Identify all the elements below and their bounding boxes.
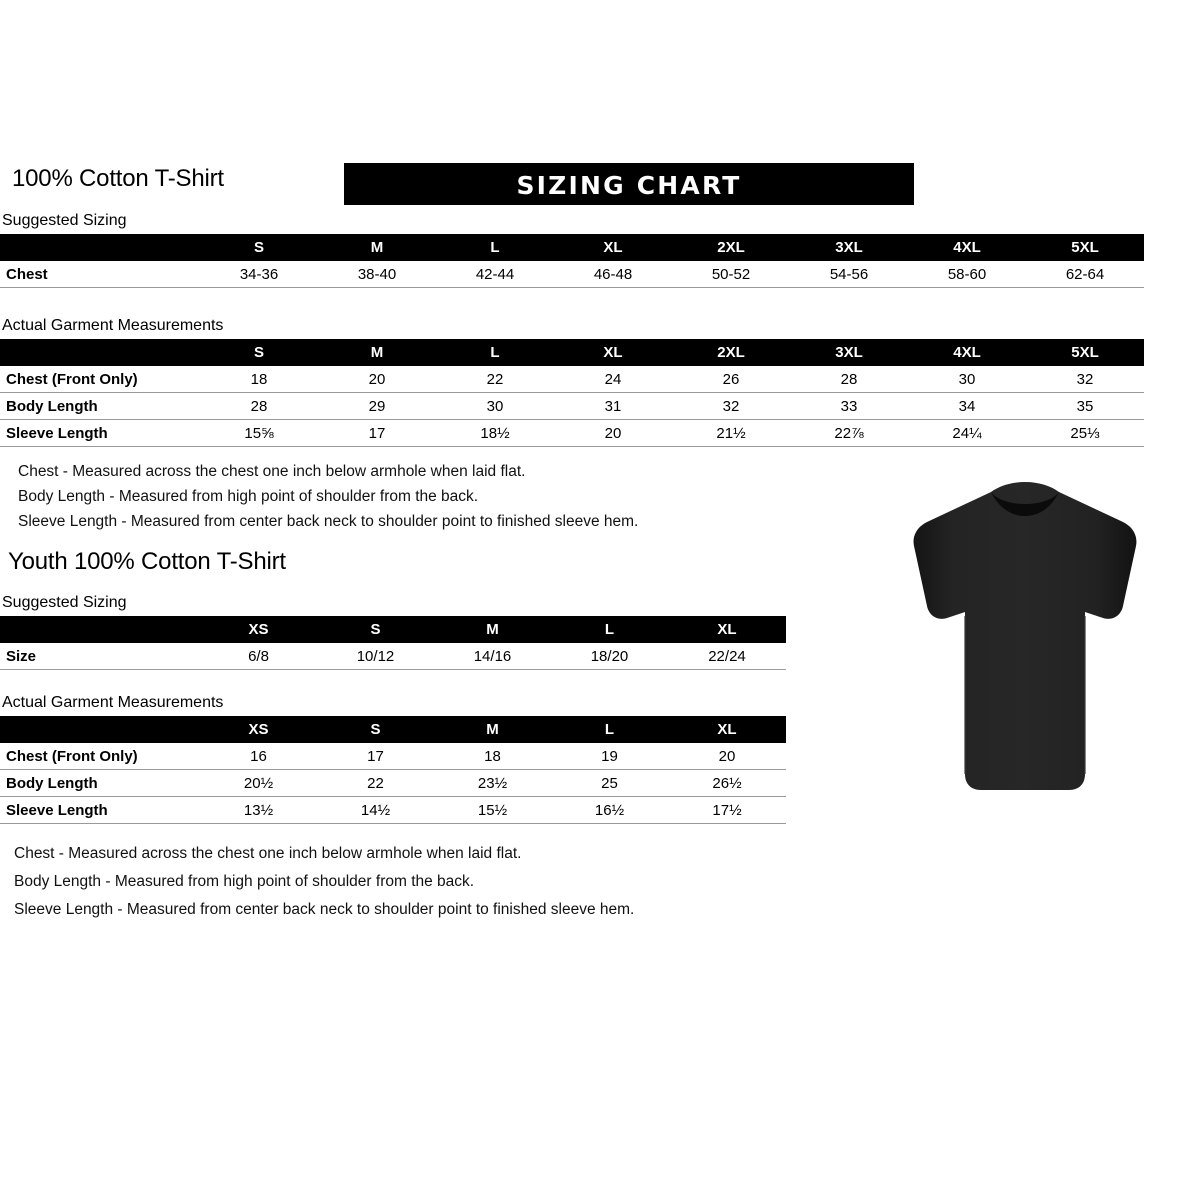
cell-value: 17 bbox=[317, 743, 434, 770]
cell-value: 30 bbox=[908, 366, 1026, 393]
t-shirt-product-image bbox=[895, 478, 1155, 808]
size-header: 4XL bbox=[908, 339, 1026, 366]
adult-actual-header-row bbox=[0, 339, 1144, 366]
youth-suggested-sizing-label: Suggested Sizing bbox=[2, 594, 127, 611]
cell-value: 35 bbox=[1026, 393, 1144, 420]
cell-value: 20 bbox=[668, 743, 786, 770]
spacer-cell bbox=[0, 716, 200, 743]
size-header: XL bbox=[554, 339, 672, 366]
row-label: Chest bbox=[0, 261, 200, 288]
cell-value: 18 bbox=[434, 743, 551, 770]
cell-value: 22⅞ bbox=[790, 420, 908, 447]
cell-value: 19 bbox=[551, 743, 668, 770]
cell-value: 17 bbox=[318, 420, 436, 447]
cell-value: 14½ bbox=[317, 797, 434, 824]
adult-note-sleeve-length: Sleeve Length - Measured from center back neck to shoulder point to finished sleeve hem. bbox=[18, 513, 639, 530]
cell-value: 42-44 bbox=[436, 261, 554, 288]
cell-value: 14/16 bbox=[434, 643, 551, 670]
cell-value: 25 bbox=[551, 770, 668, 797]
cell-value: 21½ bbox=[672, 420, 790, 447]
cell-value: 18½ bbox=[436, 420, 554, 447]
adult-actual-measurements-table bbox=[0, 339, 1144, 447]
cell-value: 29 bbox=[318, 393, 436, 420]
cell-value: 13½ bbox=[200, 797, 317, 824]
cell-value: 10/12 bbox=[317, 643, 434, 670]
size-header: M bbox=[318, 339, 436, 366]
adult-title: 100% Cotton T-Shirt bbox=[12, 165, 224, 192]
row-label: Body Length bbox=[0, 393, 200, 420]
youth-actual-measurements-table bbox=[0, 716, 786, 824]
size-header: 5XL bbox=[1026, 234, 1144, 261]
size-header: S bbox=[317, 616, 434, 643]
size-header: 3XL bbox=[790, 234, 908, 261]
spacer-cell bbox=[0, 339, 200, 366]
youth-note-chest: Chest - Measured across the chest one inch below armhole when laid flat. bbox=[14, 845, 522, 862]
size-header: M bbox=[318, 234, 436, 261]
size-header: XL bbox=[668, 616, 786, 643]
youth-note-body-length: Body Length - Measured from high point of shoulder from the back. bbox=[14, 873, 475, 890]
size-header: S bbox=[317, 716, 434, 743]
adult-actual-measurements-label: Actual Garment Measurements bbox=[2, 317, 224, 334]
size-header: XS bbox=[200, 716, 317, 743]
table-row bbox=[0, 261, 1144, 288]
cell-value: 32 bbox=[672, 393, 790, 420]
cell-value: 38-40 bbox=[318, 261, 436, 288]
youth-note-sleeve-length: Sleeve Length - Measured from center back neck to shoulder point to finished sleeve hem. bbox=[14, 901, 635, 918]
size-header: S bbox=[200, 339, 318, 366]
cell-value: 33 bbox=[790, 393, 908, 420]
size-header: 5XL bbox=[1026, 339, 1144, 366]
cell-value: 15½ bbox=[434, 797, 551, 824]
cell-value: 28 bbox=[200, 393, 318, 420]
adult-suggested-sizing-label: Suggested Sizing bbox=[2, 212, 127, 229]
row-label: Chest (Front Only) bbox=[0, 743, 200, 770]
row-label: Sleeve Length bbox=[0, 797, 200, 824]
cell-value: 34-36 bbox=[200, 261, 318, 288]
adult-note-chest: Chest - Measured across the chest one inch below armhole when laid flat. bbox=[18, 463, 526, 480]
cell-value: 50-52 bbox=[672, 261, 790, 288]
cell-value: 46-48 bbox=[554, 261, 672, 288]
table-row bbox=[0, 393, 1144, 420]
cell-value: 22 bbox=[317, 770, 434, 797]
row-label: Sleeve Length bbox=[0, 420, 200, 447]
cell-value: 34 bbox=[908, 393, 1026, 420]
size-header: 2XL bbox=[672, 234, 790, 261]
table-row bbox=[0, 797, 786, 824]
cell-value: 22/24 bbox=[668, 643, 786, 670]
size-header: 2XL bbox=[672, 339, 790, 366]
cell-value: 18/20 bbox=[551, 643, 668, 670]
size-header: L bbox=[551, 616, 668, 643]
youth-suggested-header-row bbox=[0, 616, 786, 643]
cell-value: 26 bbox=[672, 366, 790, 393]
adult-suggested-header-row bbox=[0, 234, 1144, 261]
cell-value: 30 bbox=[436, 393, 554, 420]
table-row bbox=[0, 743, 786, 770]
cell-value: 17½ bbox=[668, 797, 786, 824]
cell-value: 16½ bbox=[551, 797, 668, 824]
cell-value: 24 bbox=[554, 366, 672, 393]
adult-suggested-sizing-table bbox=[0, 234, 1144, 288]
table-row bbox=[0, 643, 786, 670]
cell-value: 32 bbox=[1026, 366, 1144, 393]
size-header: XL bbox=[668, 716, 786, 743]
youth-title: Youth 100% Cotton T-Shirt bbox=[8, 548, 286, 575]
youth-suggested-sizing-table bbox=[0, 616, 786, 670]
spacer-cell bbox=[0, 616, 200, 643]
cell-value: 24¼ bbox=[908, 420, 1026, 447]
table-row bbox=[0, 366, 1144, 393]
cell-value: 23½ bbox=[434, 770, 551, 797]
cell-value: 16 bbox=[200, 743, 317, 770]
cell-value: 15⅝ bbox=[200, 420, 318, 447]
row-label: Body Length bbox=[0, 770, 200, 797]
youth-actual-header-row bbox=[0, 716, 786, 743]
cell-value: 20 bbox=[554, 420, 672, 447]
cell-value: 54-56 bbox=[790, 261, 908, 288]
cell-value: 28 bbox=[790, 366, 908, 393]
size-header: L bbox=[436, 234, 554, 261]
cell-value: 22 bbox=[436, 366, 554, 393]
cell-value: 25⅓ bbox=[1026, 420, 1144, 447]
spacer-cell bbox=[0, 234, 200, 261]
size-header: M bbox=[434, 616, 551, 643]
cell-value: 58-60 bbox=[908, 261, 1026, 288]
size-header: 3XL bbox=[790, 339, 908, 366]
cell-value: 6/8 bbox=[200, 643, 317, 670]
cell-value: 20½ bbox=[200, 770, 317, 797]
cell-value: 62-64 bbox=[1026, 261, 1144, 288]
table-row bbox=[0, 770, 786, 797]
sizing-chart-banner-label: SIZING CHART bbox=[516, 171, 742, 200]
cell-value: 26½ bbox=[668, 770, 786, 797]
table-row bbox=[0, 420, 1144, 447]
youth-actual-measurements-label: Actual Garment Measurements bbox=[2, 694, 224, 711]
cell-value: 20 bbox=[318, 366, 436, 393]
adult-note-body-length: Body Length - Measured from high point of shoulder from the back. bbox=[18, 488, 479, 505]
size-header: 4XL bbox=[908, 234, 1026, 261]
cell-value: 31 bbox=[554, 393, 672, 420]
size-header: L bbox=[551, 716, 668, 743]
row-label: Chest (Front Only) bbox=[0, 366, 200, 393]
size-header: L bbox=[436, 339, 554, 366]
size-header: M bbox=[434, 716, 551, 743]
t-shirt-icon bbox=[895, 478, 1155, 808]
size-header: XL bbox=[554, 234, 672, 261]
adult-header bbox=[12, 163, 912, 205]
row-label: Size bbox=[0, 643, 200, 670]
sizing-chart-banner bbox=[344, 163, 914, 205]
cell-value: 18 bbox=[200, 366, 318, 393]
size-header: S bbox=[200, 234, 318, 261]
size-header: XS bbox=[200, 616, 317, 643]
